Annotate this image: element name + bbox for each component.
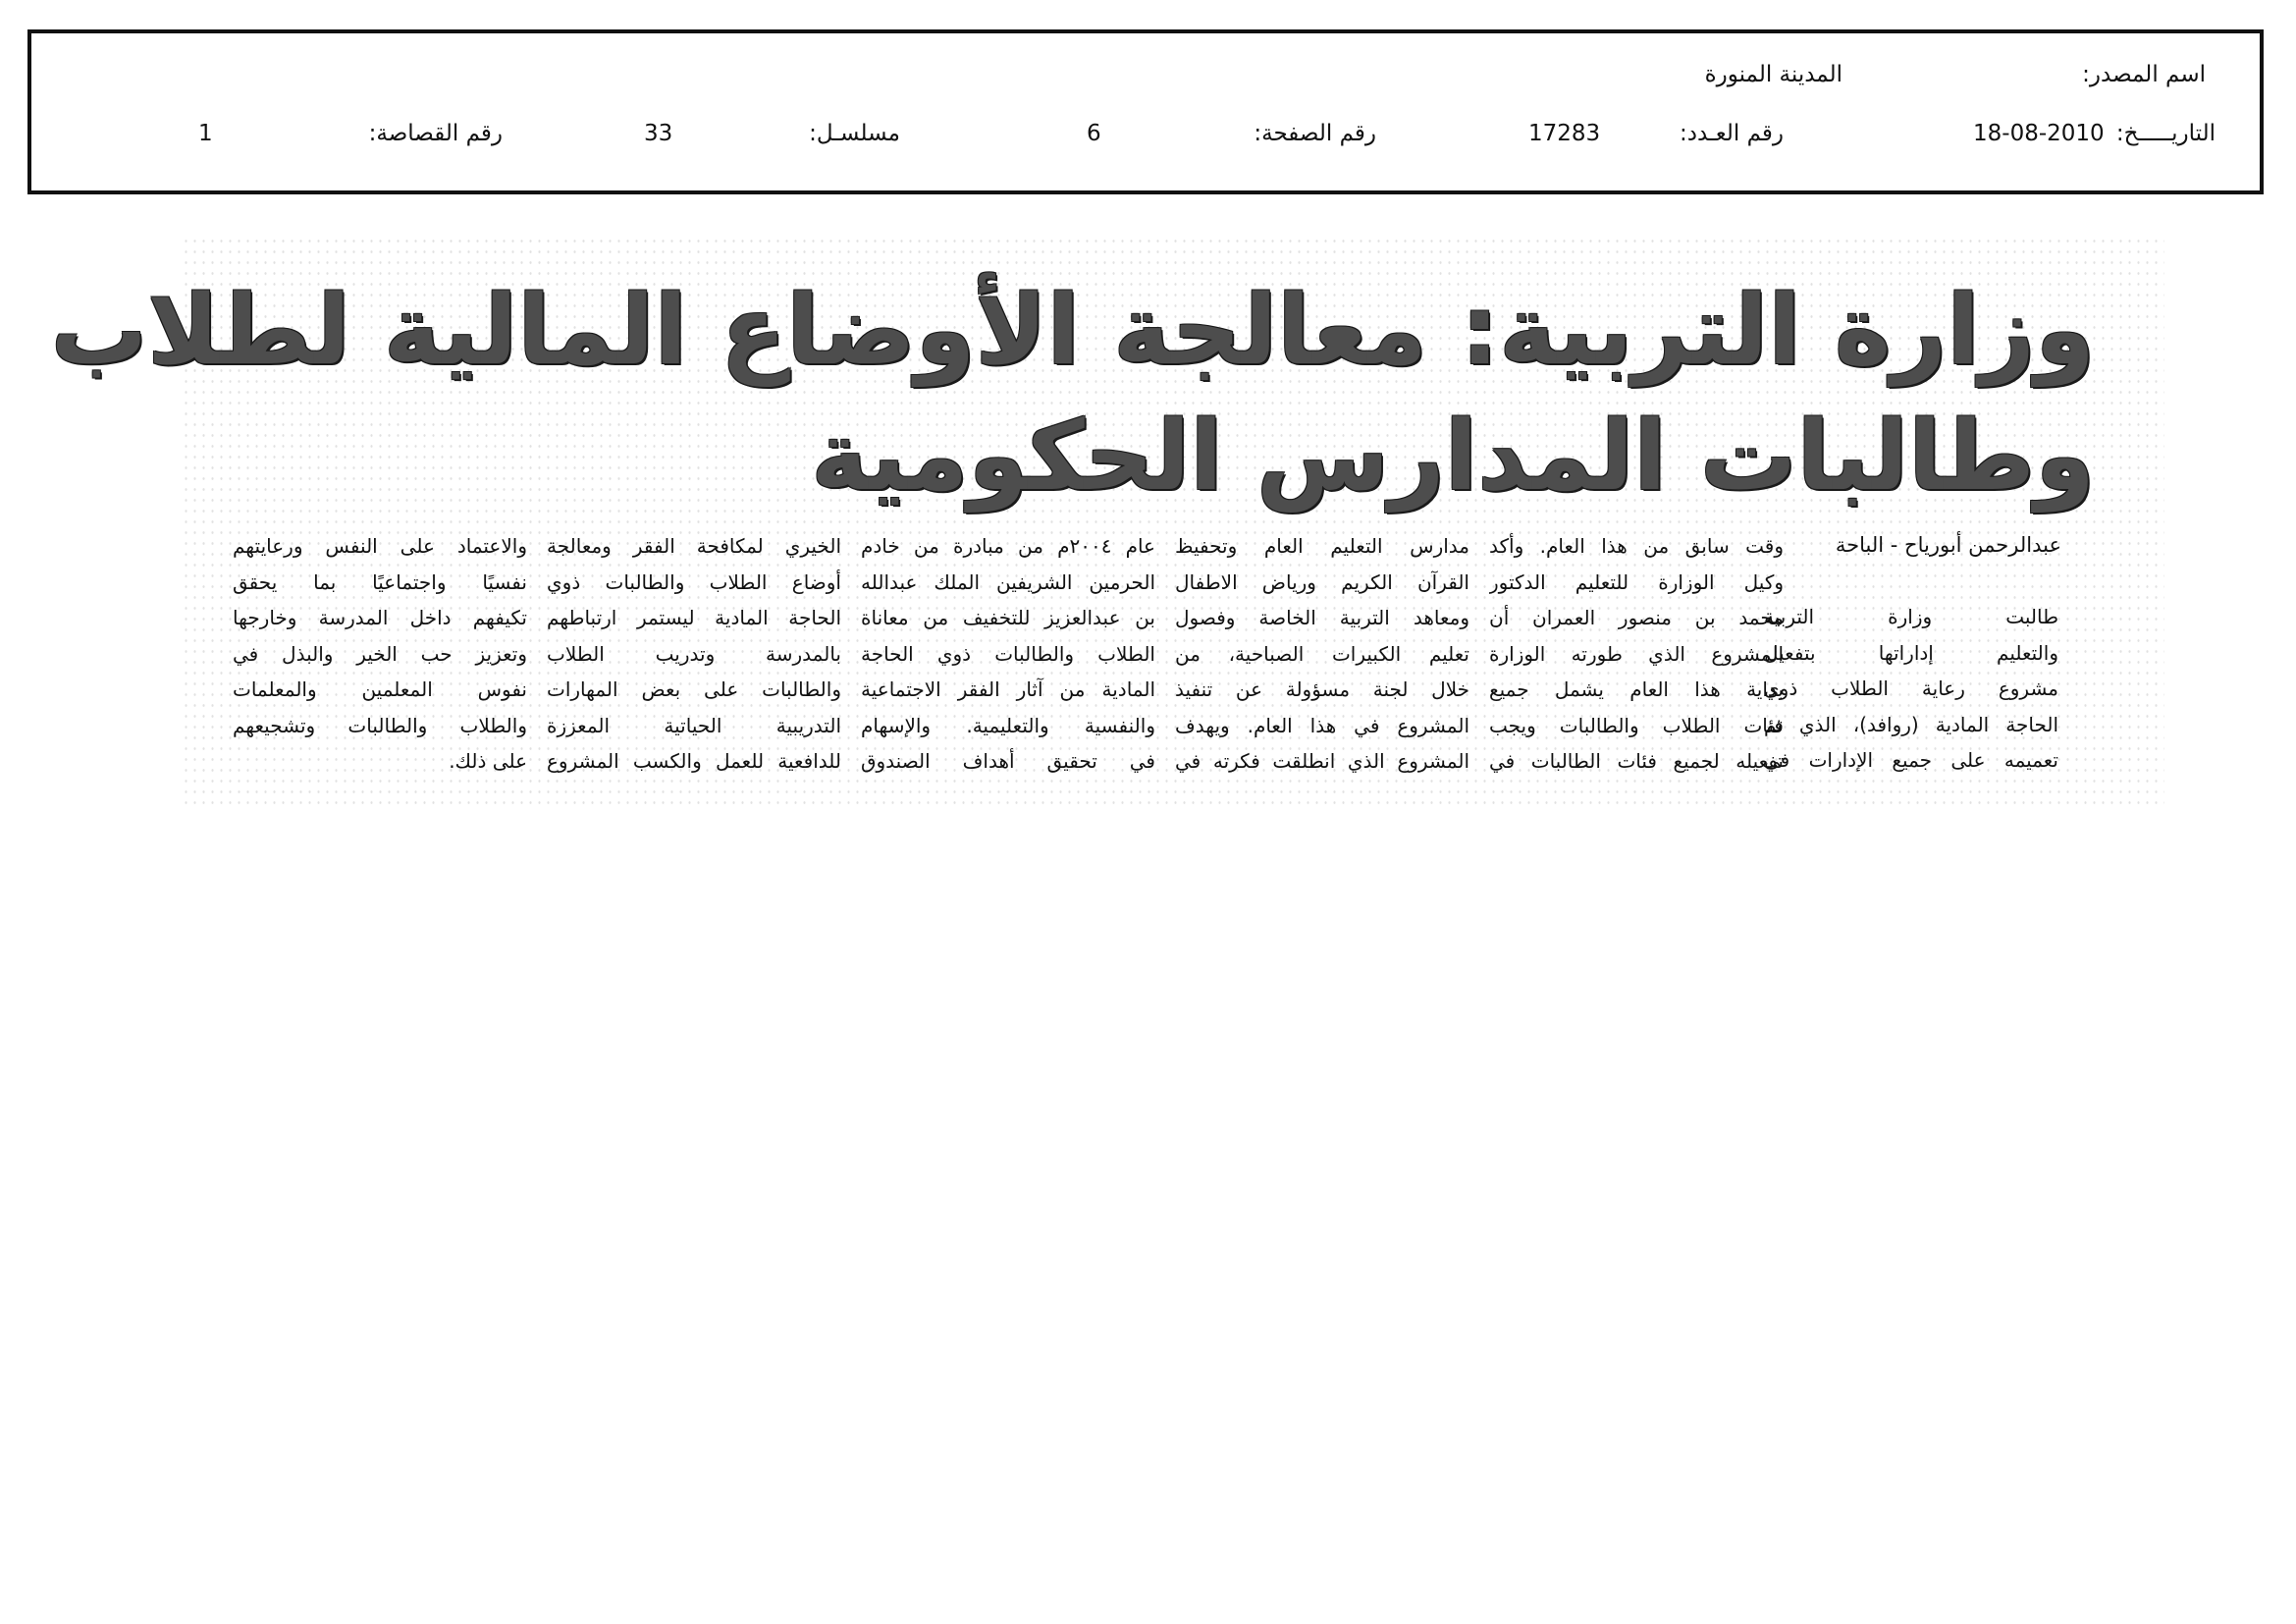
text-line: مدارس التعليم العام وتحفيظ: [1175, 534, 1469, 558]
clip-value: 1: [198, 121, 213, 146]
text-line: فئات الطلاب والطالبات ويجب: [1489, 713, 1784, 737]
text-line: والطالبات على بعض المهارات: [547, 677, 841, 701]
source-label: اسم المصدر:: [2082, 62, 2206, 87]
text-line: تعميمه على جميع الإدارات في: [1764, 748, 2058, 772]
text-line: أوضاع الطلاب والطالبات ذوي: [547, 569, 841, 594]
article-column-5: [547, 528, 841, 780]
article-column-2: [1489, 528, 1784, 780]
text-line: والطلاب والطالبات وتشجيعهم: [233, 713, 527, 737]
text-line: على ذلك.: [449, 749, 527, 773]
byline: عبدالرحمن أبورياح - الباحة: [1835, 533, 2061, 557]
text-line: المادية من آثار الفقر الاجتماعية: [861, 677, 1155, 701]
article-column-6: [233, 528, 527, 780]
text-line: في تحقيق أهداف الصندوق: [861, 749, 1155, 773]
serial-label: مسلسـل:: [809, 121, 900, 146]
byline-gap: [1764, 528, 2058, 564]
date-value: 18-08-2010: [1973, 121, 2105, 146]
text-line: الحاجة المادية ليستمر ارتباطهم: [547, 606, 841, 629]
text-line: طالبت وزارة التربية: [1764, 605, 2058, 628]
text-line: وكيل الوزارة للتعليم الدكتور: [1489, 569, 1784, 594]
text-line: تعليم الكبيرات الصباحية، من: [1175, 641, 1469, 666]
text-line: المشروع في هذا العام. ويهدف: [1175, 713, 1469, 737]
text-line: عام ٢٠٠٤م من مبادرة من خادم: [861, 534, 1155, 558]
text-line: الخيري لمكافحة الفقر ومعالجة: [547, 534, 841, 558]
text-line: مشروع رعاية الطلاب ذوي: [1764, 677, 2058, 700]
headline-line-1: وزارة التربية: معالجة الأوضاع المالية لطلاب: [50, 275, 2095, 387]
article-column-4: [861, 528, 1155, 780]
issue-label: رقم العـدد:: [1679, 121, 1784, 146]
text-line: محمد بن منصور العمران أن: [1489, 606, 1784, 629]
text-line: القرآن الكريم ورياض الاطفال: [1175, 569, 1469, 594]
headline-line-2: وطالبات المدارس الحكومية: [811, 401, 2095, 513]
text-line: تكيفهم داخل المدرسة وخارجها: [233, 606, 527, 629]
text-line: خلال لجنة مسؤولة عن تنفيذ: [1175, 677, 1469, 701]
text-line: وتعزيز حب الخير والبذل في: [233, 641, 527, 666]
text-line: بن عبدالعزيز للتخفيف من معاناة: [861, 606, 1155, 629]
text-line: والتعليم إداراتها بتفعيل: [1764, 640, 2058, 665]
text-line: الطلاب والطالبات ذوي الحاجة: [861, 641, 1155, 666]
text-line: بداية هذا العام يشمل جميع: [1489, 677, 1784, 701]
page-value: 6: [1087, 121, 1101, 146]
text-line: الحاجة المادية (روافد)، الذي تم: [1764, 712, 2058, 736]
text-line: وقت سابق من هذا العام. وأكد: [1489, 534, 1784, 558]
text-line: الحرمين الشريفين الملك عبدالله: [861, 569, 1155, 594]
issue-value: 17283: [1528, 121, 1601, 146]
article-column-3: [1175, 528, 1469, 780]
source-value: المدينة المنورة: [1704, 62, 1842, 87]
clipping-header-box: [27, 29, 2264, 194]
paragraph-gap: [1764, 564, 2058, 599]
date-label: التاريـــــخ:: [2115, 121, 2216, 146]
text-line: ومعاهد التربية الخاصة وفصول: [1175, 606, 1469, 629]
text-line: والنفسية والتعليمية. والإسهام: [861, 713, 1155, 737]
text-line: المشروع الذي انطلقت فكرته في: [1175, 749, 1469, 773]
text-line: بالمدرسة وتدريب الطلاب: [547, 641, 841, 666]
page-label: رقم الصفحة:: [1254, 121, 1376, 146]
text-line: المشروع الذي طورته الوزارة: [1489, 641, 1784, 666]
serial-value: 33: [644, 121, 673, 146]
text-line: نفسيًا واجتماعيًا بما يحقق: [233, 569, 527, 594]
text-line: التدريبية الحياتية المعززة: [547, 713, 841, 737]
text-line: للدافعية للعمل والكسب المشروع: [547, 749, 841, 773]
text-line: تفعيله لجميع فئات الطالبات في: [1489, 749, 1784, 773]
clip-label: رقم القصاصة:: [368, 121, 503, 146]
article-column-1: [1764, 528, 2058, 779]
text-line: والاعتماد على النفس ورعايتهم: [233, 534, 527, 558]
text-line: نفوس المعلمين والمعلمات: [233, 677, 527, 701]
